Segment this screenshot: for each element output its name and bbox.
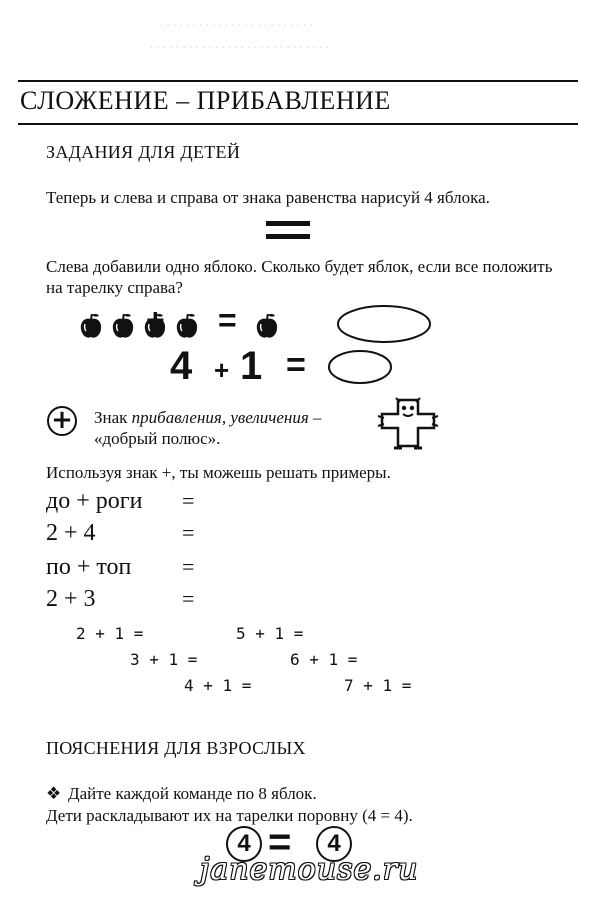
title-underline [18, 123, 578, 125]
small-example: 2 + 1 = [76, 624, 144, 643]
bleed-through-text-1: . . . . . . . . . . . . . . . . . . . . . . . . [160, 14, 313, 29]
example-row-1-left: до + роги [46, 488, 143, 514]
page-title: СЛОЖЕНИЕ – ПРИБАВЛЕНИЕ [20, 86, 391, 115]
adults-heading: ПОЯСНЕНИЯ ДЛЯ ВЗРОСЛЫХ [46, 738, 306, 758]
small-example: 7 + 1 = [344, 676, 412, 695]
apple-icon [177, 314, 197, 338]
plus-character-icon [376, 396, 440, 452]
sign-description-line2: «добрый полюс». [94, 429, 221, 448]
apple-addition-picture [76, 304, 436, 348]
number-one: 1 [240, 344, 263, 388]
example-row-4-left: 2 + 3 [46, 586, 96, 612]
apple-icon [81, 314, 101, 338]
answer-oval [326, 348, 394, 386]
adults-line1: Дайте каждой команде по 8 яблок. [68, 784, 317, 803]
watermark: janemouse.ru [200, 852, 419, 887]
task1-text: Теперь и слева и справа от знака равенства нарисуй 4 яблока. [46, 188, 490, 207]
final-left-circle: 4 [226, 826, 262, 862]
small-example: 4 + 1 = [184, 676, 252, 695]
number-plus-sign: + [214, 355, 230, 385]
example-row-2-left: 2 + 4 [46, 520, 96, 546]
picture-plus-sign: + [146, 302, 165, 338]
tasks-heading: ЗАДАНИЯ ДЛЯ ДЕТЕЙ [46, 142, 241, 162]
example-row-1-equals: = [182, 488, 195, 513]
example-row-3-left: по + топ [46, 554, 132, 580]
small-example: 5 + 1 = [236, 624, 304, 643]
picture-equals-sign: = [218, 302, 237, 338]
sign-text-dash: – [308, 408, 322, 427]
bleed-through-text-2: . . . . . . . . . . . . . . . . . . . . . . . . . . . . [150, 36, 329, 51]
equals-bar-bottom [266, 234, 310, 239]
equals-bar-top [266, 221, 310, 226]
sign-description-line1 [94, 407, 322, 428]
top-rule [18, 80, 578, 82]
small-example: 6 + 1 = [290, 650, 358, 669]
small-example: 3 + 1 = [130, 650, 198, 669]
example-row-4-equals: = [182, 586, 195, 611]
sign-text-emphasis: прибавления, увеличения [131, 408, 309, 427]
apple-icon [257, 314, 277, 338]
plate-oval [338, 306, 430, 342]
apple-icon [113, 314, 133, 338]
task2-text: Слева добавили одно яблоко. Сколько будет яблок, если все положить на тарелку справа? [46, 257, 553, 297]
sign-text-prefix: Знак [94, 408, 132, 427]
adults-line2: Дети раскладывают их на тарелки поровну (4 = 4). [46, 806, 413, 825]
number-equals-sign: = [286, 346, 306, 384]
final-equals-sign: = [268, 820, 292, 864]
number-four: 4 [170, 344, 193, 388]
example-row-3-equals: = [182, 554, 195, 579]
example-row-2-equals: = [182, 520, 195, 545]
adults-bullet-icon: ❖ [46, 784, 62, 803]
plus-circle-icon: + [47, 406, 77, 436]
use-sign-text: Используя знак +, ты можешь решать примеры. [46, 463, 391, 482]
final-right-circle: 4 [316, 826, 352, 862]
